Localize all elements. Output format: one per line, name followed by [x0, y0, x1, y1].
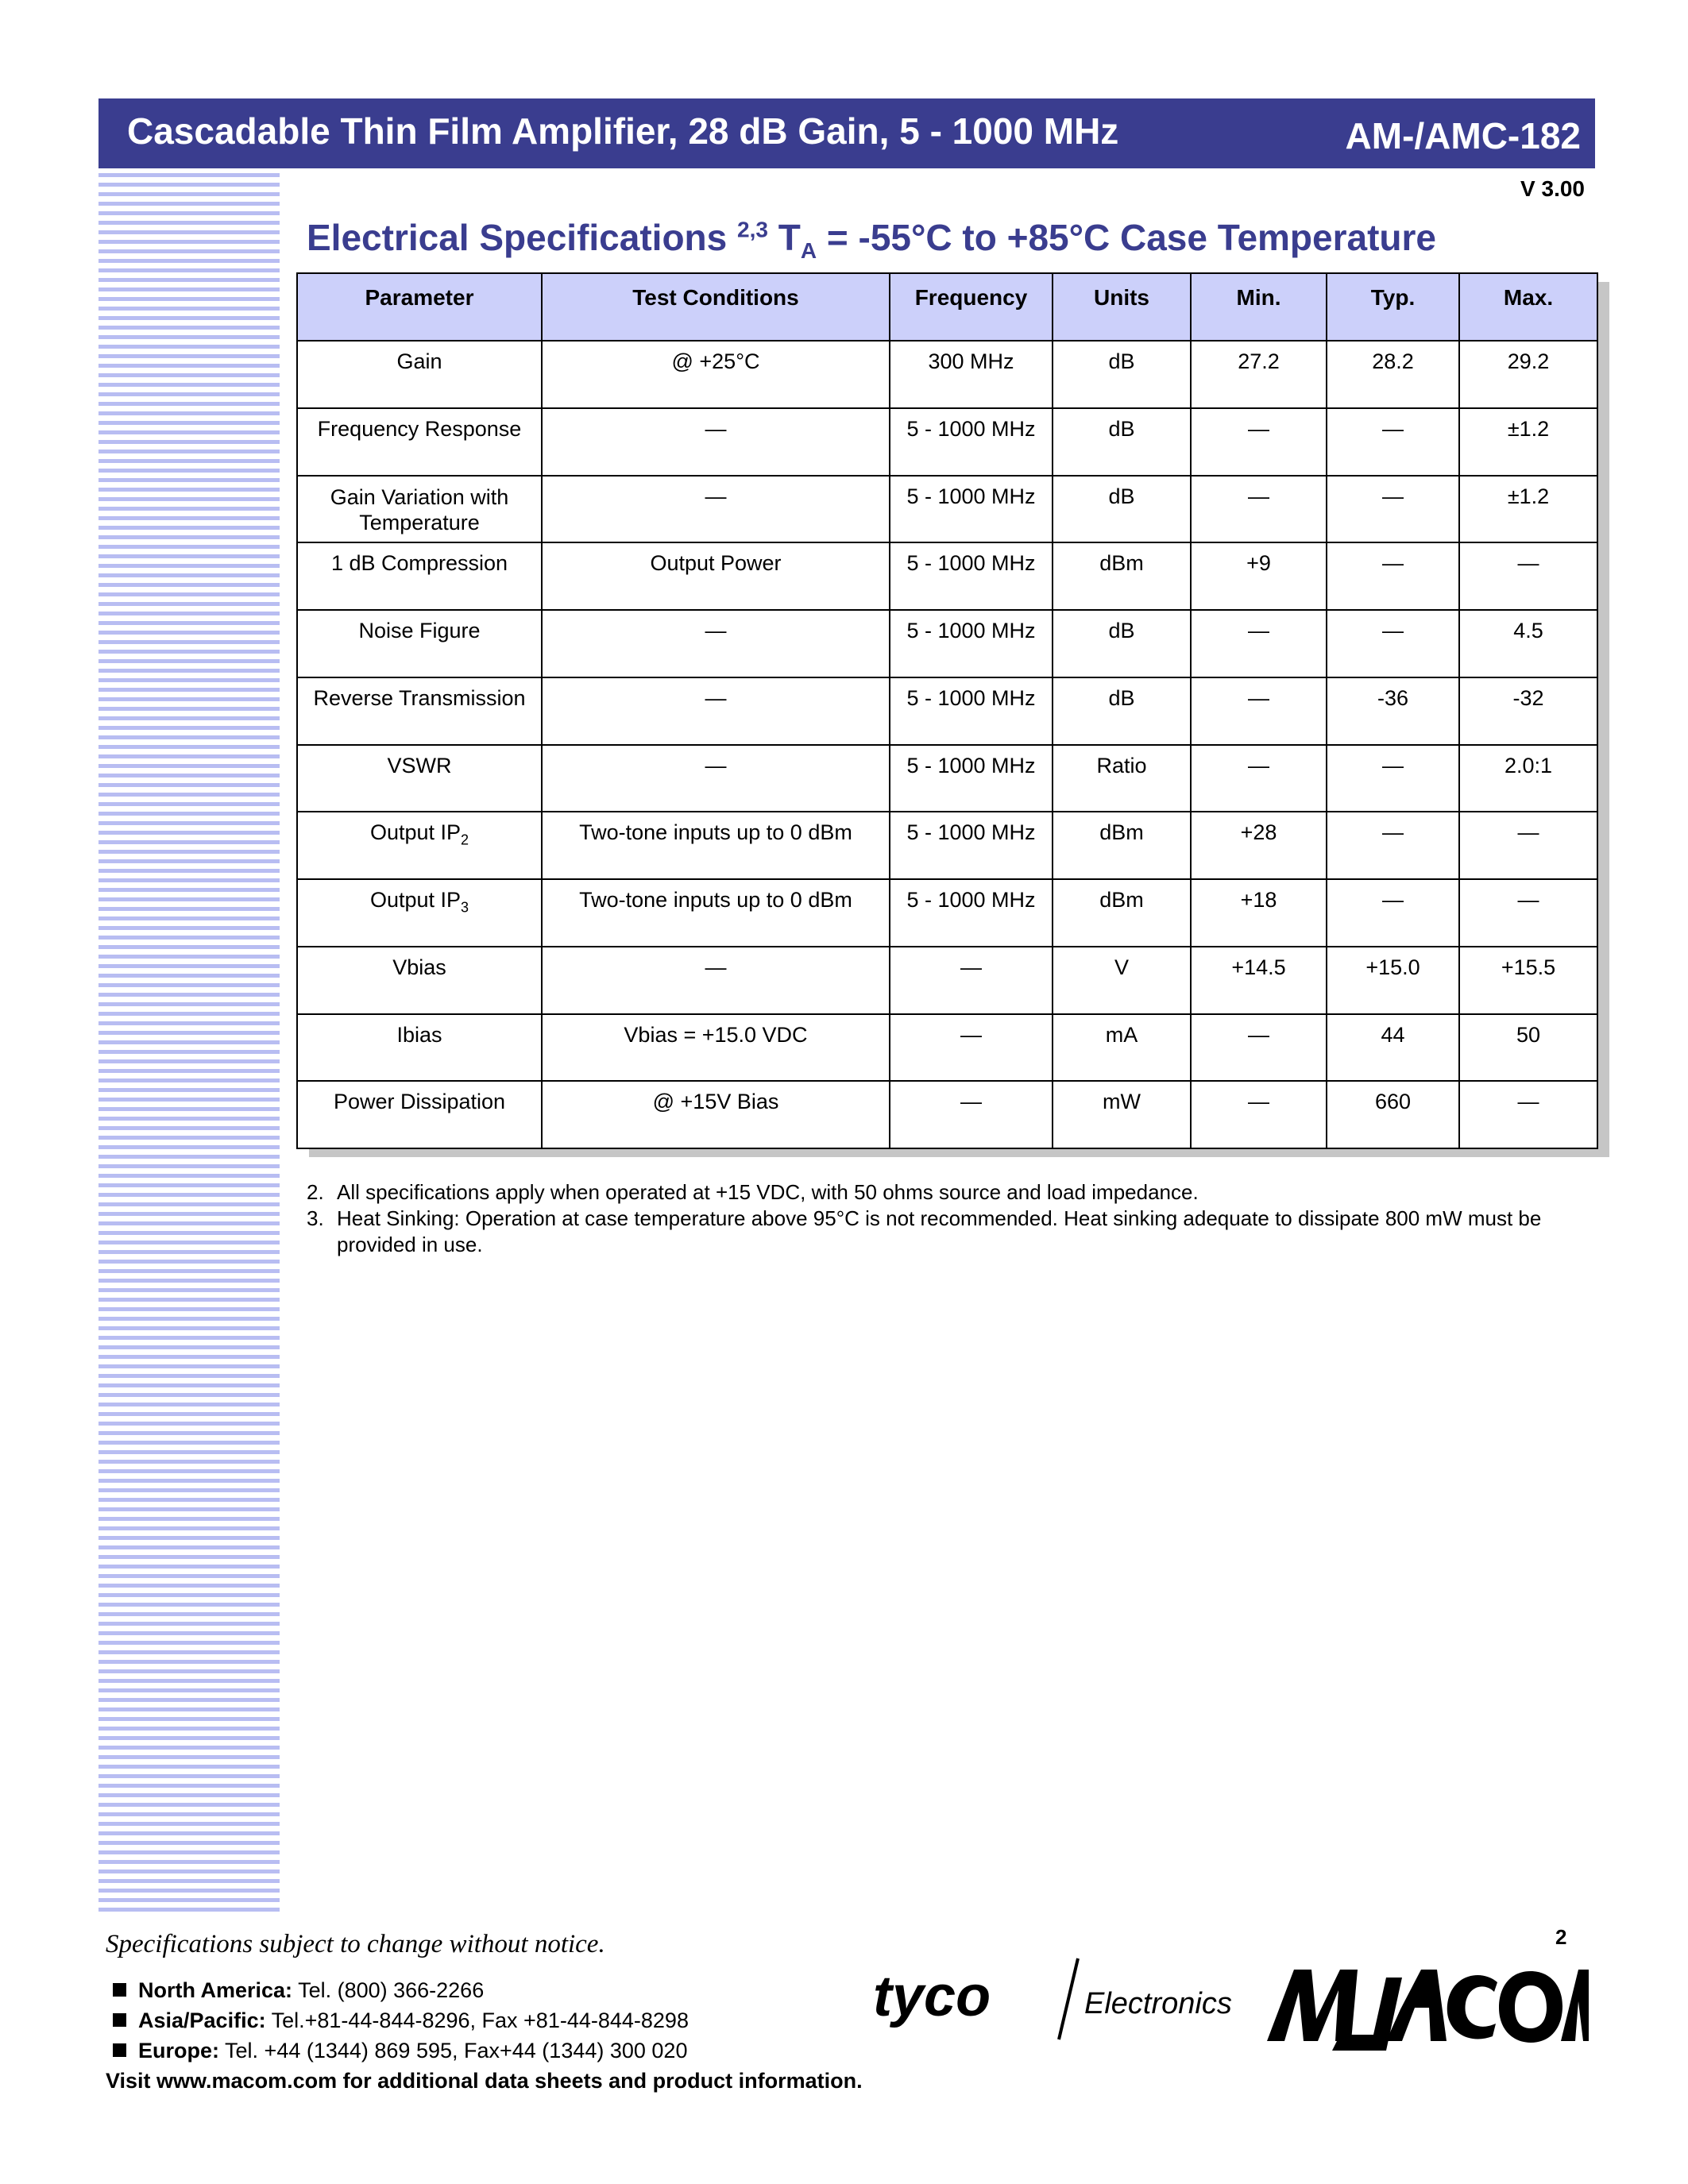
footnote-text: All specifications apply when operated at +15 VDC, with 50 ohms source and load impedance. [337, 1180, 1199, 1204]
table-cell: mW [1053, 1081, 1191, 1148]
table-cell: dBm [1053, 879, 1191, 947]
table-cell: dBm [1053, 542, 1191, 610]
table-cell: — [542, 947, 890, 1014]
table-cell: @ +25°C [542, 341, 890, 408]
document-title: Cascadable Thin Film Amplifier, 28 dB Gain, 5 - 1000 MHz [127, 110, 1119, 152]
table-cell: 50 [1459, 1014, 1597, 1082]
table-cell: Vbias [297, 947, 542, 1014]
table-cell: +28 [1191, 812, 1327, 879]
table-row [297, 1081, 1597, 1148]
column-header: Max. [1459, 273, 1597, 341]
table-cell: 4.5 [1459, 610, 1597, 677]
table-cell: 5 - 1000 MHz [890, 879, 1053, 947]
table-row [297, 1014, 1597, 1082]
table-cell: — [1327, 879, 1459, 947]
contact-region: Asia/Pacific: [138, 2008, 266, 2032]
tyco-electronics-logo [870, 1952, 1235, 2047]
table-cell: — [1191, 476, 1327, 543]
electronics-wordmark: Electronics [1084, 1987, 1232, 2020]
header-bar [98, 98, 1595, 168]
table-cell: — [1191, 610, 1327, 677]
table-cell: — [542, 677, 890, 745]
footnotes [307, 1179, 1570, 1258]
table-cell: @ +15V Bias [542, 1081, 890, 1148]
table-cell: — [1327, 812, 1459, 879]
decorative-stripes [98, 173, 280, 1916]
table-header-row [297, 273, 1597, 341]
table-cell: ±1.2 [1459, 408, 1597, 476]
table-cell: — [1459, 879, 1597, 947]
table-row [297, 879, 1597, 947]
table-cell: 1 dB Compression [297, 542, 542, 610]
column-header: Min. [1191, 273, 1327, 341]
table-cell: dB [1053, 476, 1191, 543]
section-title: Electrical Specifications $^{2,3}$ $T_A = -55^\circ C$ to +85°C Case Temperature [307, 217, 1436, 264]
contact-item [113, 2005, 689, 2035]
contact-item [113, 1975, 689, 2005]
table-cell: +9 [1191, 542, 1327, 610]
table-cell: Ratio [1053, 745, 1191, 812]
table-row [297, 610, 1597, 677]
logo-divider [1059, 1958, 1078, 2039]
table-cell: 2.0:1 [1459, 745, 1597, 812]
contact-region: Europe: [138, 2039, 220, 2062]
electrical-spec-table [296, 272, 1598, 1149]
table-cell: mA [1053, 1014, 1191, 1082]
table-cell: Output $IP_2$ [297, 812, 542, 879]
table-cell: dB [1053, 610, 1191, 677]
contact-list [113, 1975, 689, 2066]
table-cell: — [1191, 677, 1327, 745]
table-cell: 44 [1327, 1014, 1459, 1082]
square-bullet-icon [113, 2013, 126, 2027]
table-cell: -32 [1459, 677, 1597, 745]
table-cell: — [1459, 812, 1597, 879]
contact-text: Tel. +44 (1344) 869 595, Fax+44 (1344) 300 020 [225, 2039, 688, 2062]
table-cell: — [1191, 745, 1327, 812]
table-cell: — [890, 947, 1053, 1014]
macom-logo-mark [1267, 1970, 1589, 2051]
table-row [297, 542, 1597, 610]
column-header: Units [1053, 273, 1191, 341]
contact-text: Tel. (800) 366-2266 [298, 1978, 485, 2002]
table-cell: dBm [1053, 812, 1191, 879]
square-bullet-icon [113, 1983, 126, 1997]
table-cell: 5 - 1000 MHz [890, 408, 1053, 476]
table-cell: Noise Figure [297, 610, 542, 677]
part-number: AM-/AMC-182 [1345, 115, 1581, 156]
table-cell: +15.0 [1327, 947, 1459, 1014]
table-cell: 660 [1327, 1081, 1459, 1148]
table-cell: Ibias [297, 1014, 542, 1082]
table-cell: dB [1053, 341, 1191, 408]
table-cell: — [890, 1081, 1053, 1148]
table-cell: 5 - 1000 MHz [890, 610, 1053, 677]
table-cell: +15.5 [1459, 947, 1597, 1014]
visit-website-note: Visit www.macom.com for additional data sheets and product information. [106, 2069, 863, 2093]
table-cell: — [1327, 542, 1459, 610]
table-cell: Output $IP_3$ [297, 879, 542, 947]
table-cell: 29.2 [1459, 341, 1597, 408]
table-cell: VSWR [297, 745, 542, 812]
table-cell: — [1327, 610, 1459, 677]
table-row [297, 341, 1597, 408]
table-cell: — [542, 745, 890, 812]
table-cell: 27.2 [1191, 341, 1327, 408]
table-cell: — [1191, 408, 1327, 476]
contact-text: Tel.+81-44-844-8296, Fax +81-44-844-8298 [271, 2008, 689, 2032]
table-row [297, 812, 1597, 879]
table-cell: — [542, 408, 890, 476]
table-cell: Output Power [542, 542, 890, 610]
table-row [297, 947, 1597, 1014]
table-cell: — [890, 1014, 1053, 1082]
table-cell: — [1327, 408, 1459, 476]
table-row [297, 408, 1597, 476]
table-cell: +14.5 [1191, 947, 1327, 1014]
table-cell: Frequency Response [297, 408, 542, 476]
macom-logo [1267, 1962, 1589, 2053]
table-row [297, 745, 1597, 812]
table-cell: — [1191, 1081, 1327, 1148]
table-cell: +18 [1191, 879, 1327, 947]
square-bullet-icon [113, 2043, 126, 2057]
table-cell: — [542, 610, 890, 677]
table-cell: — [1459, 1081, 1597, 1148]
table-cell: 5 - 1000 MHz [890, 542, 1053, 610]
table-cell: Gain Variation with Temperature [297, 476, 542, 543]
table-cell: — [1327, 476, 1459, 543]
disclaimer: Specifications subject to change without notice. [106, 1930, 605, 1958]
table-cell: Vbias = +15.0 VDC [542, 1014, 890, 1082]
version-label: V 3.00 [1520, 176, 1585, 201]
table-cell: Two-tone inputs up to 0 dBm [542, 812, 890, 879]
table-cell: dB [1053, 677, 1191, 745]
table-cell: Gain [297, 341, 542, 408]
table-cell: — [1191, 1014, 1327, 1082]
table-cell: Power Dissipation [297, 1081, 542, 1148]
column-header: Frequency [890, 273, 1053, 341]
table-cell: 28.2 [1327, 341, 1459, 408]
table-cell: 5 - 1000 MHz [890, 812, 1053, 879]
table-cell: 5 - 1000 MHz [890, 476, 1053, 543]
table-cell: 300 MHz [890, 341, 1053, 408]
table-row [297, 476, 1597, 543]
table-cell: Two-tone inputs up to 0 dBm [542, 879, 890, 947]
tyco-wordmark: tyco [873, 1965, 991, 2028]
spec-table-wrapper [296, 272, 1597, 1148]
table-cell: 5 - 1000 MHz [890, 677, 1053, 745]
column-header: Test Conditions [542, 273, 890, 341]
page-number: 2 [1555, 1925, 1567, 1949]
table-cell: — [1459, 542, 1597, 610]
table-cell: 5 - 1000 MHz [890, 745, 1053, 812]
table-cell: V [1053, 947, 1191, 1014]
table-cell: — [542, 476, 890, 543]
table-cell: ±1.2 [1459, 476, 1597, 543]
contact-region: North America: [138, 1978, 293, 2002]
footnote [307, 1179, 1570, 1206]
column-header: Typ. [1327, 273, 1459, 341]
footnote-number: 2. [307, 1180, 324, 1204]
table-cell: dB [1053, 408, 1191, 476]
contact-item [113, 2035, 689, 2066]
footnote-number: 3. [307, 1206, 324, 1230]
table-cell: — [1327, 745, 1459, 812]
table-cell: Reverse Transmission [297, 677, 542, 745]
table-cell: -36 [1327, 677, 1459, 745]
footnote [307, 1206, 1570, 1258]
table-row [297, 677, 1597, 745]
column-header: Parameter [297, 273, 542, 341]
footnote-text: Heat Sinking: Operation at case temperature above 95°C is not recommended. Heat sinking adequate to dissipate 800 mW must be provided in use. [337, 1206, 1542, 1256]
